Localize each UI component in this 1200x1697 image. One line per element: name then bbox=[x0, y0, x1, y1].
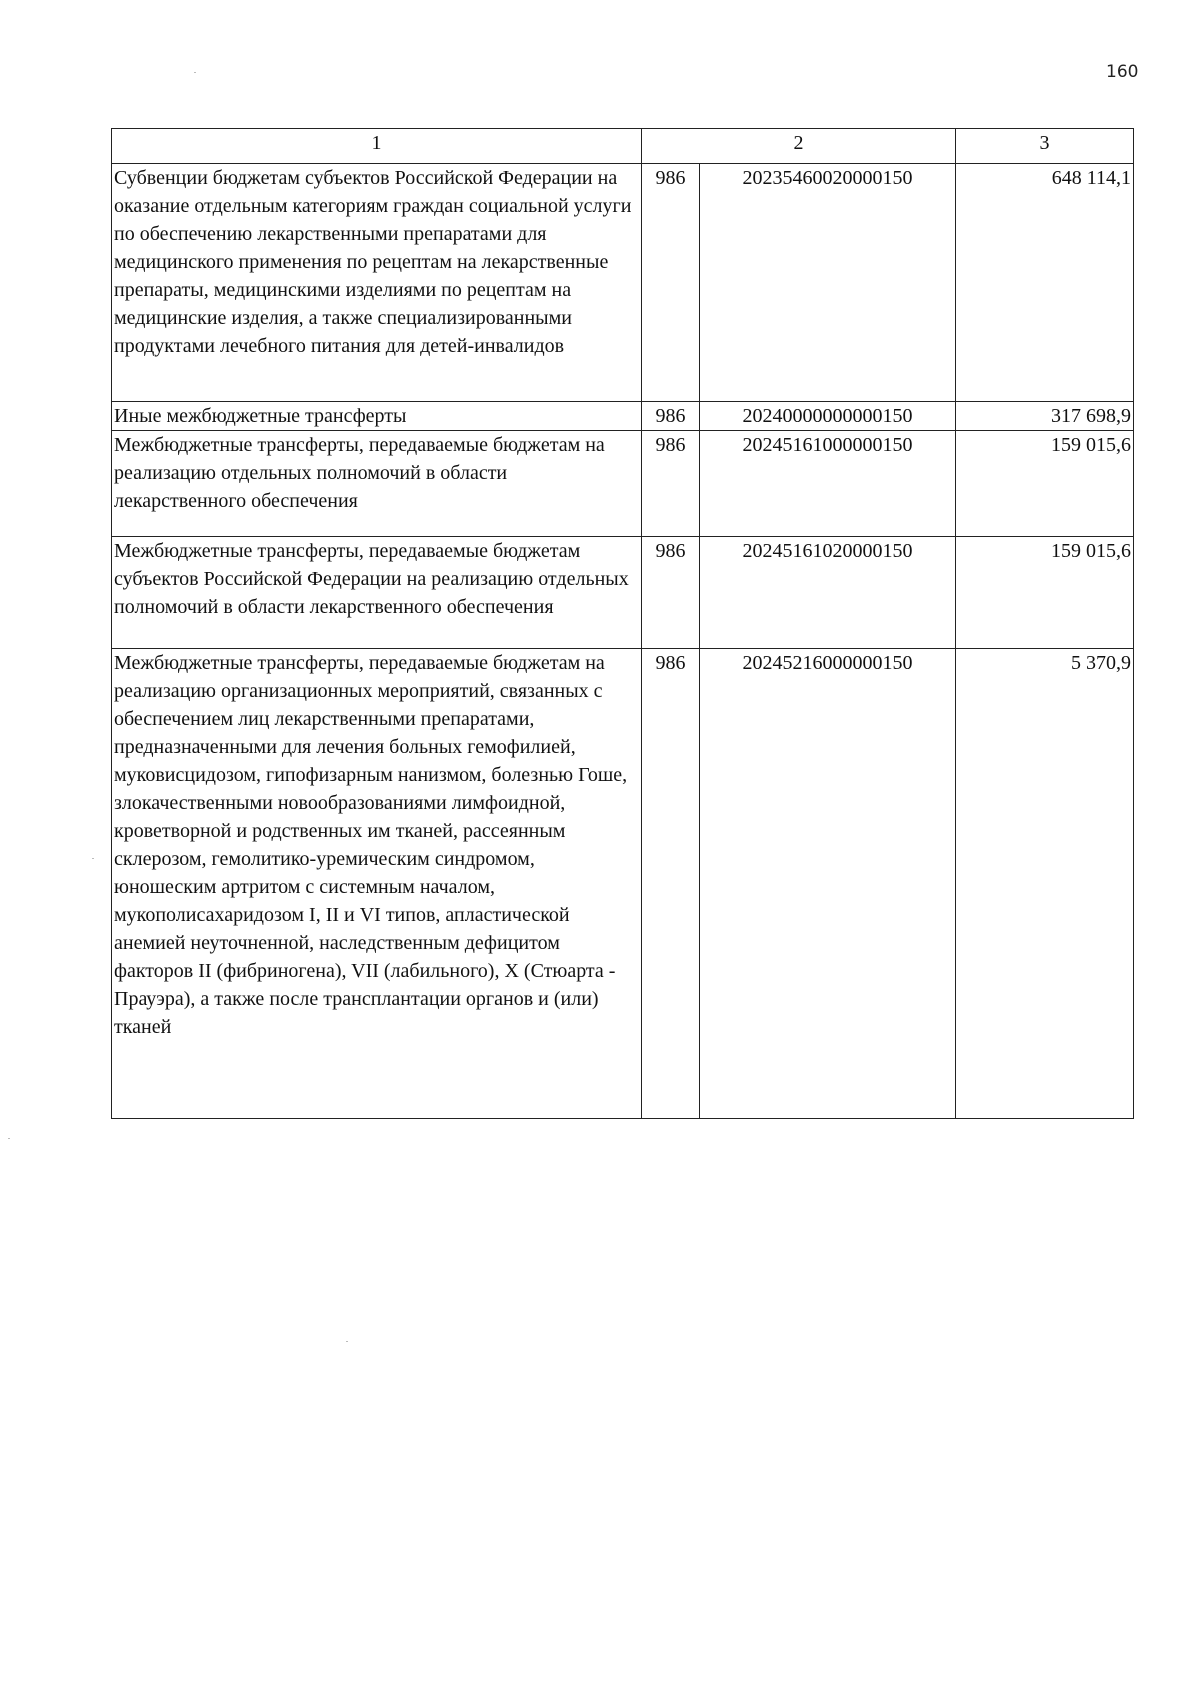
row-admin-code-cell: 986 bbox=[642, 164, 700, 402]
table-row bbox=[112, 431, 1134, 537]
row-amount-cell: 317 698,9 bbox=[956, 402, 1134, 431]
table-row bbox=[112, 537, 1134, 649]
row-admin-code-cell: 986 bbox=[642, 431, 700, 537]
row-amount-cell: 5 370,9 bbox=[956, 649, 1134, 1119]
row-name-cell: Межбюджетные трансферты, передаваемые бюджетам субъектов Российской Федерации на реализацию отдельных полномочий в области лекарственного обеспечения bbox=[112, 537, 642, 649]
row-budget-code-cell: 20245161000000150 bbox=[700, 431, 956, 537]
row-name-cell: Иные межбюджетные трансферты bbox=[112, 402, 642, 431]
scan-speck bbox=[92, 858, 94, 859]
scan-speck bbox=[8, 1138, 10, 1139]
row-name-cell: Межбюджетные трансферты, передаваемые бюджетам на реализацию организационных мероприятий, связанных с обеспечением лиц лекарственными препаратами, предназначенными для лечения больных гемофилией, муковисцидозом, гипофизарным нанизмом, болезнью Гоше, злокачественными новообразованиями лимфоидной, кроветворной и родственных им тканей, рассеянным склерозом, гемолитико-уремическим синдромом, юношеским артритом с системным началом, мукополисахаридозом I, II и VI типов, апластической анемией неуточненной, наследственным дефицитом факторов II (фибриногена), VII (лабильного), X (Стюарта - Прауэра), а также после трансплантации органов и (или) тканей bbox=[112, 649, 642, 1119]
table-header-row bbox=[112, 129, 1134, 164]
row-amount-cell: 159 015,6 bbox=[956, 431, 1134, 537]
row-budget-code-cell: 20245161020000150 bbox=[700, 537, 956, 649]
column-header-2: 2 bbox=[642, 129, 956, 164]
row-name-cell: Субвенции бюджетам субъектов Российской Федерации на оказание отдельным категориям граждан социальной услуги по обеспечению лекарственными препаратами для медицинского применения по рецептам на лекарственные препараты, медицинскими изделиями по рецептам на медицинские изделия, а также специализированными продуктами лечебного питания для детей-инвалидов bbox=[112, 164, 642, 402]
table-row bbox=[112, 649, 1134, 1119]
table-row bbox=[112, 164, 1134, 402]
row-admin-code-cell: 986 bbox=[642, 649, 700, 1119]
column-header-3: 3 bbox=[956, 129, 1134, 164]
row-amount-cell: 159 015,6 bbox=[956, 537, 1134, 649]
table-row bbox=[112, 402, 1134, 431]
row-budget-code-cell: 20245216000000150 bbox=[700, 649, 956, 1119]
budget-table bbox=[111, 128, 1134, 1119]
row-budget-code-cell: 20235460020000150 bbox=[700, 164, 956, 402]
row-admin-code-cell: 986 bbox=[642, 402, 700, 431]
page-number: 160 bbox=[1106, 62, 1139, 82]
scan-speck bbox=[194, 72, 196, 73]
row-admin-code-cell: 986 bbox=[642, 537, 700, 649]
row-budget-code-cell: 20240000000000150 bbox=[700, 402, 956, 431]
row-amount-cell: 648 114,1 bbox=[956, 164, 1134, 402]
row-name-cell: Межбюджетные трансферты, передаваемые бюджетам на реализацию отдельных полномочий в области лекарственного обеспечения bbox=[112, 431, 642, 537]
column-header-1: 1 bbox=[112, 129, 642, 164]
scan-speck bbox=[346, 1341, 348, 1342]
